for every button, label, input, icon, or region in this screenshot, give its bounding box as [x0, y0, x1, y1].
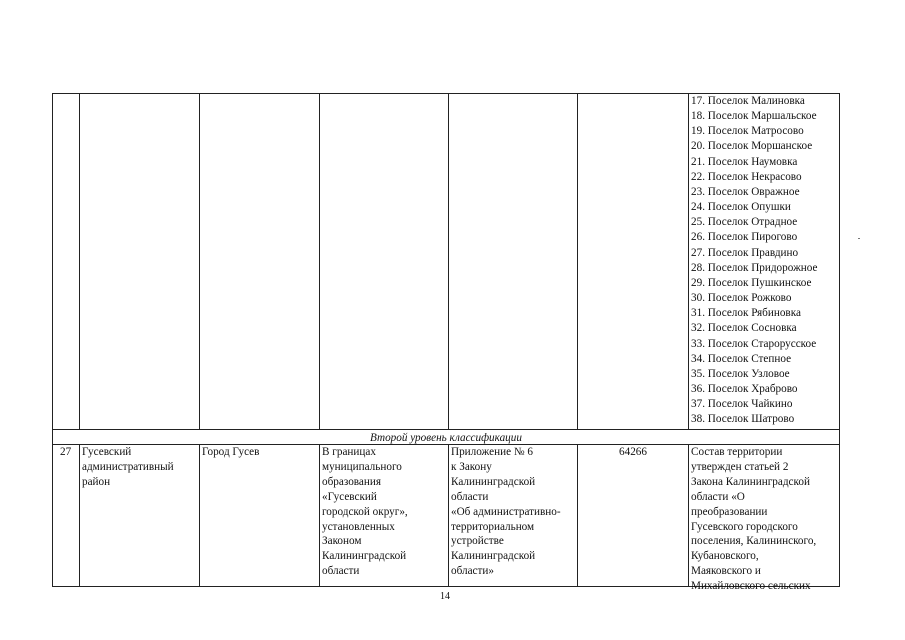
- col-divider: [319, 93, 320, 429]
- col-divider: [199, 93, 200, 429]
- list-item: 26. Поселок Пирогово: [691, 231, 798, 244]
- col-divider: [199, 445, 200, 587]
- col-divider: [688, 445, 689, 587]
- list-item: 24. Поселок Опушки: [691, 201, 791, 214]
- annex-reference: Приложение № 6 к Закону Калининградской области «Об административно- территориальном устройстве Калининградской области»: [451, 446, 561, 578]
- oktmo-code: 64266: [619, 446, 647, 458]
- table-border-left: [52, 93, 53, 587]
- list-item: 34. Поселок Степное: [691, 352, 792, 365]
- col-divider: [577, 93, 578, 429]
- boundaries-text: В границах муниципального образования «Гусевский городской округ», установленных Законом Калининградской области: [322, 446, 408, 578]
- settlement-list: [691, 94, 817, 427]
- list-item: 38. Поселок Шатрово: [691, 413, 795, 426]
- col-divider: [448, 93, 449, 429]
- list-item: 30. Поселок Рожково: [691, 292, 792, 305]
- col-divider: [448, 445, 449, 587]
- col-divider: [688, 93, 689, 429]
- col-divider: [79, 445, 80, 587]
- list-item: 33. Поселок Старорусское: [691, 337, 817, 350]
- list-item: 19. Поселок Матросово: [691, 125, 804, 138]
- list-item: 22. Поселок Некрасово: [691, 170, 802, 183]
- col-divider: [577, 445, 578, 587]
- list-item: 21. Поселок Наумовка: [691, 155, 798, 168]
- list-item: 37. Поселок Чайкино: [691, 398, 793, 411]
- scan-speck: [858, 238, 860, 239]
- list-item: 23. Поселок Овражное: [691, 185, 800, 198]
- list-item: 25. Поселок Отрадное: [691, 216, 798, 229]
- district-name: Гусевский административный район: [82, 446, 174, 488]
- col-divider: [319, 445, 320, 587]
- list-item: 31. Поселок Рябиновка: [691, 307, 801, 320]
- list-item: 35. Поселок Узловое: [691, 367, 790, 380]
- col-divider: [79, 93, 80, 429]
- list-item: 18. Поселок Маршальское: [691, 110, 817, 123]
- list-item: 17. Поселок Малиновка: [691, 95, 805, 107]
- admin-center: Город Гусев: [202, 446, 260, 458]
- list-item: 29. Поселок Пушкинское: [691, 276, 812, 289]
- row-number: 27: [60, 446, 72, 458]
- list-item: 28. Поселок Придорожное: [691, 261, 818, 274]
- list-item: 32. Поселок Сосновка: [691, 322, 797, 335]
- list-item: 20. Поселок Моршанское: [691, 140, 813, 153]
- section-title: Второй уровень классификации: [370, 432, 522, 444]
- row-divider: [52, 429, 840, 430]
- territory-composition: Состав территории утвержден статьей 2 Закона Калининградской области «О преобразовании Гусевского городского поселения, Калининского, Кубановского, Маяковского и Михайловского сельских: [691, 446, 817, 593]
- list-item: 36. Поселок Храброво: [691, 382, 798, 395]
- table-border-right: [839, 93, 840, 587]
- page-number: 14: [440, 591, 450, 602]
- classification-table: [52, 93, 840, 593]
- list-item: 27. Поселок Правдино: [691, 246, 799, 259]
